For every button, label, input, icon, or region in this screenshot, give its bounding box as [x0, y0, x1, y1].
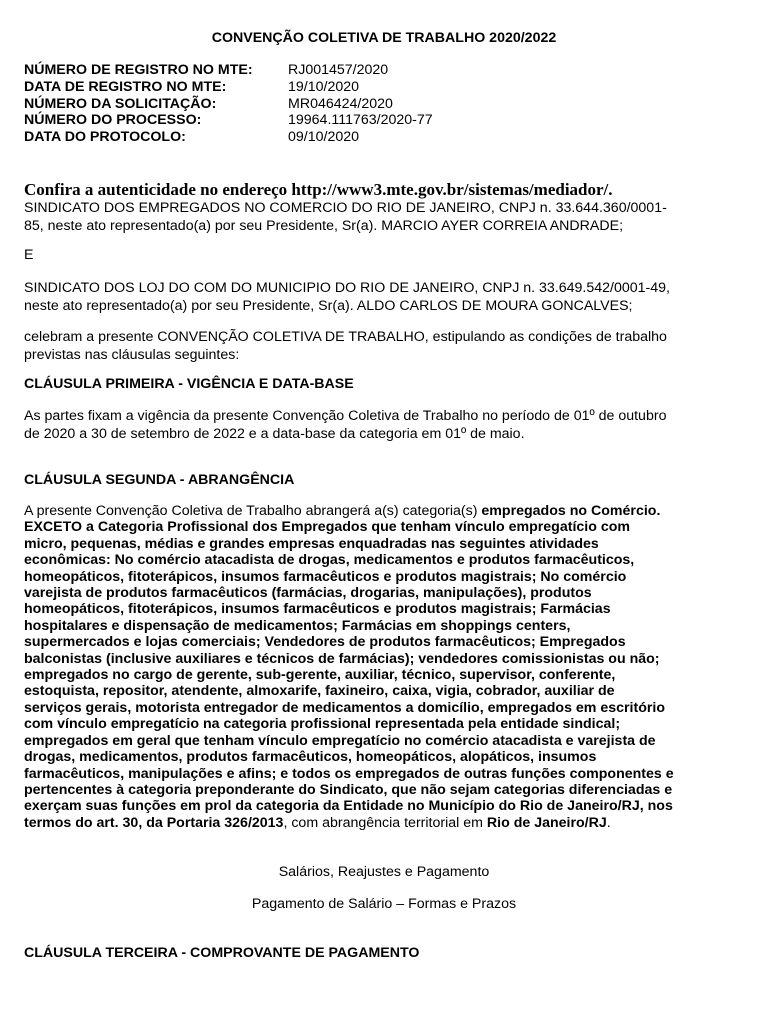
registration-value: 19/10/2020	[288, 78, 360, 95]
celebram-line: previstas nas cláusulas seguintes:	[24, 347, 240, 364]
document-title: CONVENÇÃO COLETIVA DE TRABALHO 2020/2022	[211, 30, 557, 46]
clause-2-line: empregados no cargo de gerente, sub-gerente, auxiliar, técnico, supervisor, conferente,	[24, 667, 616, 684]
clause-2-line: empregados em geral que tenham vínculo empregatício no comércio atacadista e varejista de	[24, 732, 656, 749]
party-2-line: SINDICATO DOS LOJ DO COM DO MUNICIPIO DO RIO DE JANEIRO, CNPJ n. 33.649.542/0001-49,	[24, 280, 670, 296]
clause-2-line: estoquista, repositor, atendente, almoxarife, faxineiro, caixa, vigia, cobrador, auxiliar de	[24, 683, 615, 700]
authenticity-notice: Confira a autenticidade no endereço http://www3.mte.gov.br/sistemas/mediador/.	[24, 180, 613, 199]
clause-2-line: com vínculo empregatício na categoria profissional representada pela entidade sindical;	[24, 716, 621, 733]
clause-2-line: homeopáticos, fitoterápicos, insumos farmacêuticos e produtos magistrais; No comércio	[24, 568, 627, 585]
party-2-paragraph	[24, 279, 744, 315]
registration-row	[24, 62, 744, 79]
clause-2-line: hospitalares e dispensação de medicamentos; Farmácias em shoppings centers,	[24, 617, 571, 634]
party-2-line: neste ato representado(a) por seu Presidente, Sr(a). ALDO CARLOS DE MOURA GONCALVES;	[24, 298, 633, 315]
registration-row	[24, 96, 744, 113]
clause-2-line: homeopáticos, fitoterápicos, insumos farmacêuticos e produtos magistrais; Farmácias	[24, 601, 611, 618]
clause-2-line: serviços gerais, motorista entregador de medicamentos a domicílio, empregados em escritório	[24, 699, 666, 716]
registration-value: RJ001457/2020	[288, 62, 389, 78]
registration-row	[24, 112, 744, 129]
clause-2-period: .	[606, 814, 611, 831]
registration-label: DATA DO PROTOCOLO:	[24, 129, 186, 146]
clause-2-line: micro, pequenas, médias e grandes empresas enquadradas nas seguintes atividades	[24, 535, 599, 552]
clause-2-line: exerçam suas funções em prol da categoria da Entidade no Município do Rio de Janeiro/RJ, nos	[24, 798, 673, 815]
registration-value: 19964.111763/2020-77	[288, 112, 433, 129]
clause-2-line: econômicas: No comércio atacadista de drogas, medicamentos e produtos farmacêuticos,	[24, 552, 635, 569]
section-heading: Salários, Reajustes e Pagamento	[278, 864, 490, 880]
clause-2-line: EXCETO a Categoria Profissional dos Empregados que tenham vínculo empregatício com	[24, 519, 631, 536]
clause-2-city: Rio de Janeiro/RJ	[486, 814, 607, 831]
celebram-line: celebram a presente CONVENÇÃO COLETIVA DE TRABALHO, estipulando as condições de trabalho	[24, 329, 667, 345]
registration-row	[24, 129, 744, 146]
subsection-heading: Pagamento de Salário – Formas e Prazos	[251, 896, 517, 912]
clause-2-first-line	[24, 503, 744, 519]
clause-2-last-line	[24, 815, 744, 831]
clause-2-territorial: , com abrangência territorial em	[283, 814, 487, 831]
registration-label: NÚMERO DO PROCESSO:	[24, 112, 202, 129]
registration-block	[24, 62, 744, 146]
clause-3-heading: CLÁUSULA TERCEIRA - COMPROVANTE DE PAGAMENTO	[24, 945, 420, 961]
registration-row	[24, 79, 744, 96]
clause-2-heading: CLÁUSULA SEGUNDA - ABRANGÊNCIA	[24, 472, 295, 488]
clause-2-category: empregados no Comércio.	[481, 503, 661, 519]
registration-value: MR046424/2020	[288, 95, 393, 112]
clause-2-line: farmacêuticos, manipulações e afins; e todos os empregados de outras funções componentes e	[24, 765, 674, 782]
registration-label: NÚMERO DE REGISTRO NO MTE:	[24, 62, 253, 78]
party-1-line: 85, neste ato representado(a) por seu Presidente, Sr(a). MARCIO AYER CORREIA ANDRADE;	[24, 218, 624, 235]
clause-1-line: As partes fixam a vigência da presente Convenção Coletiva de Trabalho no período de 01º de outubro	[24, 408, 667, 424]
party-1-paragraph	[24, 199, 744, 235]
clause-1-text	[24, 407, 744, 443]
clause-2-text	[24, 503, 744, 831]
clause-2-line: pertencentes à categoria preponderante do Sindicato, que não sejam categorias diferenciadas e	[24, 781, 673, 798]
registration-label: DATA DE REGISTRO NO MTE:	[24, 78, 227, 95]
clause-1-line: de 2020 a 30 de setembro de 2022 e a data-base da categoria em 01º de maio.	[24, 426, 525, 443]
party-1-line: SINDICATO DOS EMPREGADOS NO COMERCIO DO RIO DE JANEIRO, CNPJ n. 33.644.360/0001-	[24, 200, 667, 216]
clause-2-line: drogas, medicamentos, produtos farmacêuticos, homeopáticos, alopáticos, insumos	[24, 749, 597, 766]
clause-2-line: balconistas (inclusive auxiliares e técnicos de farmácias); vendedores comissionistas ou não;	[24, 650, 660, 667]
registration-value: 09/10/2020	[288, 129, 360, 146]
celebram-paragraph	[24, 328, 744, 364]
clause-2-intro: A presente Convenção Coletiva de Trabalho abrangerá a(s) categoria(s)	[24, 503, 482, 519]
conjunction: E	[24, 247, 34, 263]
clause-2-line: supermercados e lojas comerciais; Vendedores de produtos farmacêuticos; Empregados	[24, 634, 626, 651]
registration-label: NÚMERO DA SOLICITAÇÃO:	[24, 95, 217, 112]
clause-2-portaria: termos do art. 30, da Portaria 326/2013	[24, 814, 284, 831]
clause-2-line: varejista de produtos farmacêuticos (farmácias, drogarias, manipulações), produtos	[24, 585, 592, 602]
clause-1-heading: CLÁUSULA PRIMEIRA - VIGÊNCIA E DATA-BASE	[24, 376, 354, 392]
